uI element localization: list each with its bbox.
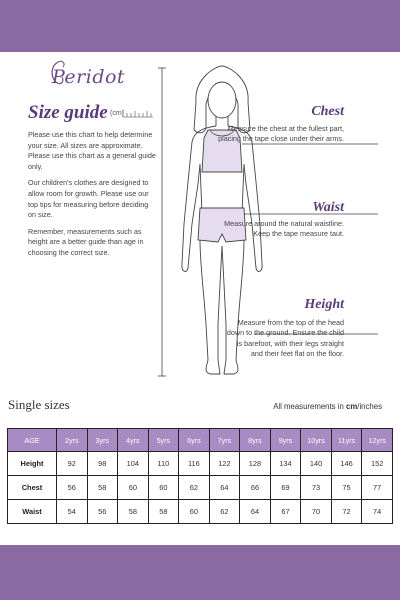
table-cell: 58 [87, 476, 118, 500]
table-cell: 54 [57, 500, 88, 524]
height-description: Measure from the top of the head down to the ground. Ensure the child is barefoot, with their legs straight and their feet flat on the floor. [226, 318, 344, 359]
row-label-waist: Waist [8, 500, 57, 524]
table-cell: 58 [148, 500, 179, 524]
table-cell: 77 [362, 476, 393, 500]
intro-paragraph: Our children's clothes are designed to allow room for growth. Please use our top tips for measuring before deciding on size. [28, 178, 149, 220]
waist-description: Measure around the natural waistline. Keep the tape measure taut. [224, 219, 344, 239]
table-cell: 116 [179, 452, 210, 476]
table-cell: 60 [148, 476, 179, 500]
table-cell: 110 [148, 452, 179, 476]
table-cell: 62 [209, 500, 240, 524]
row-label-chest: Chest [8, 476, 57, 500]
row-label-height: Height [8, 452, 57, 476]
header-cell: 5yrs [148, 429, 179, 452]
table-cell: 122 [209, 452, 240, 476]
table-row [8, 452, 393, 476]
header-cell: 8yrs [240, 429, 271, 452]
table-cell: 92 [57, 452, 88, 476]
table-cell: 73 [301, 476, 332, 500]
header-age: AGE [8, 429, 57, 452]
top-band [0, 0, 400, 52]
table-row [8, 500, 393, 524]
table-cell: 58 [118, 500, 149, 524]
header-cell: 4yrs [118, 429, 149, 452]
table-cell: 64 [240, 500, 271, 524]
size-guide-title: Size guide [28, 102, 108, 123]
measurement-note: All measurements in cm/inches [273, 402, 382, 411]
waist-heading: Waist [312, 200, 344, 215]
table-cell: 104 [118, 452, 149, 476]
table-cell: 140 [301, 452, 332, 476]
header-cell: 6yrs [179, 429, 210, 452]
table-cell: 60 [118, 476, 149, 500]
header-cell: 10yrs [301, 429, 332, 452]
table-cell: 152 [362, 452, 393, 476]
table-cell: 64 [209, 476, 240, 500]
intro-text [28, 130, 156, 265]
table-cell: 74 [362, 500, 393, 524]
header-cell: 11yrs [331, 429, 362, 452]
intro-paragraph: Please use this chart to help determine your size. All sizes are approximate. Please use this chart as a general guide only. [28, 130, 156, 171]
table-cell: 56 [87, 500, 118, 524]
table-cell: 75 [331, 476, 362, 500]
table-cell: 62 [179, 476, 210, 500]
table-cell: 66 [240, 476, 271, 500]
table-cell: 134 [270, 452, 301, 476]
table-cell: 72 [331, 500, 362, 524]
header-cell: 2yrs [57, 429, 88, 452]
header-cell: 12yrs [362, 429, 393, 452]
table-row [8, 476, 393, 500]
size-table [7, 428, 393, 524]
header-cell: 7yrs [209, 429, 240, 452]
table-cell: 70 [301, 500, 332, 524]
table-cell: 146 [331, 452, 362, 476]
table-cell: 56 [57, 476, 88, 500]
size-guide-unit: (cm) [110, 110, 124, 117]
table-cell: 98 [87, 452, 118, 476]
table-title: Single sizes [8, 397, 70, 412]
header-cell: 9yrs [270, 429, 301, 452]
chest-heading: Chest [311, 104, 344, 119]
table-header-row [8, 429, 393, 452]
header-cell: 3yrs [87, 429, 118, 452]
table-cell: 128 [240, 452, 271, 476]
table-cell: 60 [179, 500, 210, 524]
chest-description: Measure the chest at the fullest part, placing the tape close under their arms. [218, 124, 344, 144]
table-cell: 67 [270, 500, 301, 524]
ruler-icon [122, 108, 154, 118]
brand-logo: Peridot [52, 66, 126, 88]
height-heading: Height [304, 297, 344, 312]
table-cell: 69 [270, 476, 301, 500]
intro-paragraph: Remember, measurements such as height are a better guide than age in choosing the correct size. [28, 226, 144, 257]
bottom-band [0, 545, 400, 600]
